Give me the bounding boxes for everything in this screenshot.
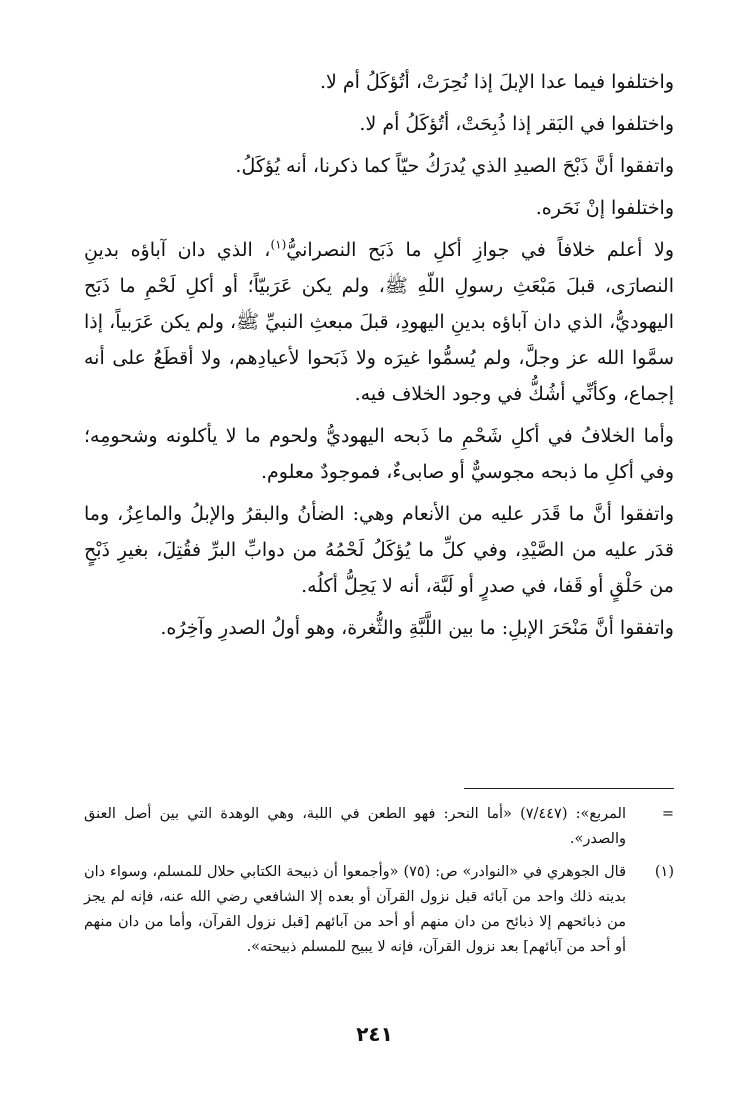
footnotes	[84, 802, 674, 968]
main-text	[84, 64, 674, 646]
page-body	[84, 64, 674, 652]
paragraph-5	[84, 232, 674, 412]
paragraph-3: واتفقوا أنَّ ذَبْحَ الصيدِ الذي يُدرَكُ حيّاً كما ذكرنا، أنه يُؤكَلُ.	[235, 155, 674, 177]
paragraph-8: واتفقوا أنَّ مَنْحَرَ الإبلِ: ما بين اللَّبَّةِ والثُّغرة، وهو أولُ الصدرِ وآخِرُه.	[160, 617, 674, 639]
paragraph-5-rest: ، الذي دان آباؤه بدينِ النصارَى، قبلَ مَبْعَثِ رسولِ اللّهِ ﷺ، ولم يكن عَرَبيّاً؛ أو أكلِ لَحْمِ ما ذَبَح اليهوديُّ، الذي دان آباؤه بدينِ اليهودِ، قبلَ مبعثِ النبيِّ ﷺ، ولم يكن عَرَبياً، إذا سمَّوا الله عز وجلَّ، ولم يُسمُّوا غيرَه ولا ذَبَحوا لأعيادِهم، ولا أقطَعُ على أنه إجماع، وكأنِّي أشُكُّ في وجود الخلاف فيه.	[84, 239, 674, 405]
paragraph-1: واختلفوا فيما عدا الإبلَ إذا نُحِرَتْ، أتُؤكَلُ أم لا.	[319, 71, 674, 93]
footnote-separator	[464, 788, 674, 789]
footnote-1	[84, 860, 674, 960]
footnote-marker: (١)	[654, 864, 674, 880]
paragraph-5-start: ولا أعلم خلافاً في جوازِ أكلِ ما ذَبَح النصرانيُّ	[286, 239, 674, 261]
footnote-text: قال الجوهري في «النوادر» ص: (٧٥) «وأجمعوا أن ذبيحة الكتابي حلال للمسلم، وسواء دان بدينه ذلك واحد من آبائه قبل نزول القرآن أو بعده إلا الشافعي رضي الله عنه، فإنه لم يجز من ذبائحهم إلا ذبائح من دان منهم أو أحد من آبائهم [قبل نزول القرآن، وأما من دان منهم أو أحد من آبائهم] بعد نزول القرآن، فإنه لا يبيح للمسلم ذبيحته».	[84, 864, 626, 955]
footnote-reference[interactable]: (١)	[270, 237, 287, 252]
paragraph-2: واختلفوا في البَقر إذا ذُبِحَتْ، أتُؤكَلُ أم لا.	[359, 113, 674, 135]
paragraph-6: وأما الخلافُ في أكلِ شَحْمِ ما ذَبحه اليهوديُّ ولحوم ما لا يأكلونه وشحومِه؛ وفي أكلِ ما ذبحه مجوسيٌّ أو صابىءٌ، فموجودٌ معلوم.	[84, 425, 674, 483]
footnote-continuation	[84, 802, 674, 852]
paragraph-4: واختلفوا إنْ نَحَره.	[535, 197, 674, 219]
footnote-text: المربع»: (٧/٤٤٧) «أما النحر: فهو الطعن في اللبة، وهي الوهدة التي بين أصل العنق والصدر».	[84, 806, 626, 847]
paragraph-7: واتفقوا أنَّ ما قَدَر عليه من الأنعام وهي: الضأنُ والبقرُ والإبلُ والماعِزُ، وما قدَر عليه من الصَّيْدِ، وفي كلِّ ما يُؤكَلُ لَحْمُهُ من دوابِّ البرِّ فقُتِلَ، بغيرِ ذَبْحٍ من حَلْقٍ أو قَفا، في صدرٍ أو لَبَّة، أنه لا يَحِلُّ أكلُه.	[84, 503, 674, 597]
page-number: ٢٤١	[356, 1022, 393, 1046]
footnote-marker: =	[661, 806, 674, 822]
